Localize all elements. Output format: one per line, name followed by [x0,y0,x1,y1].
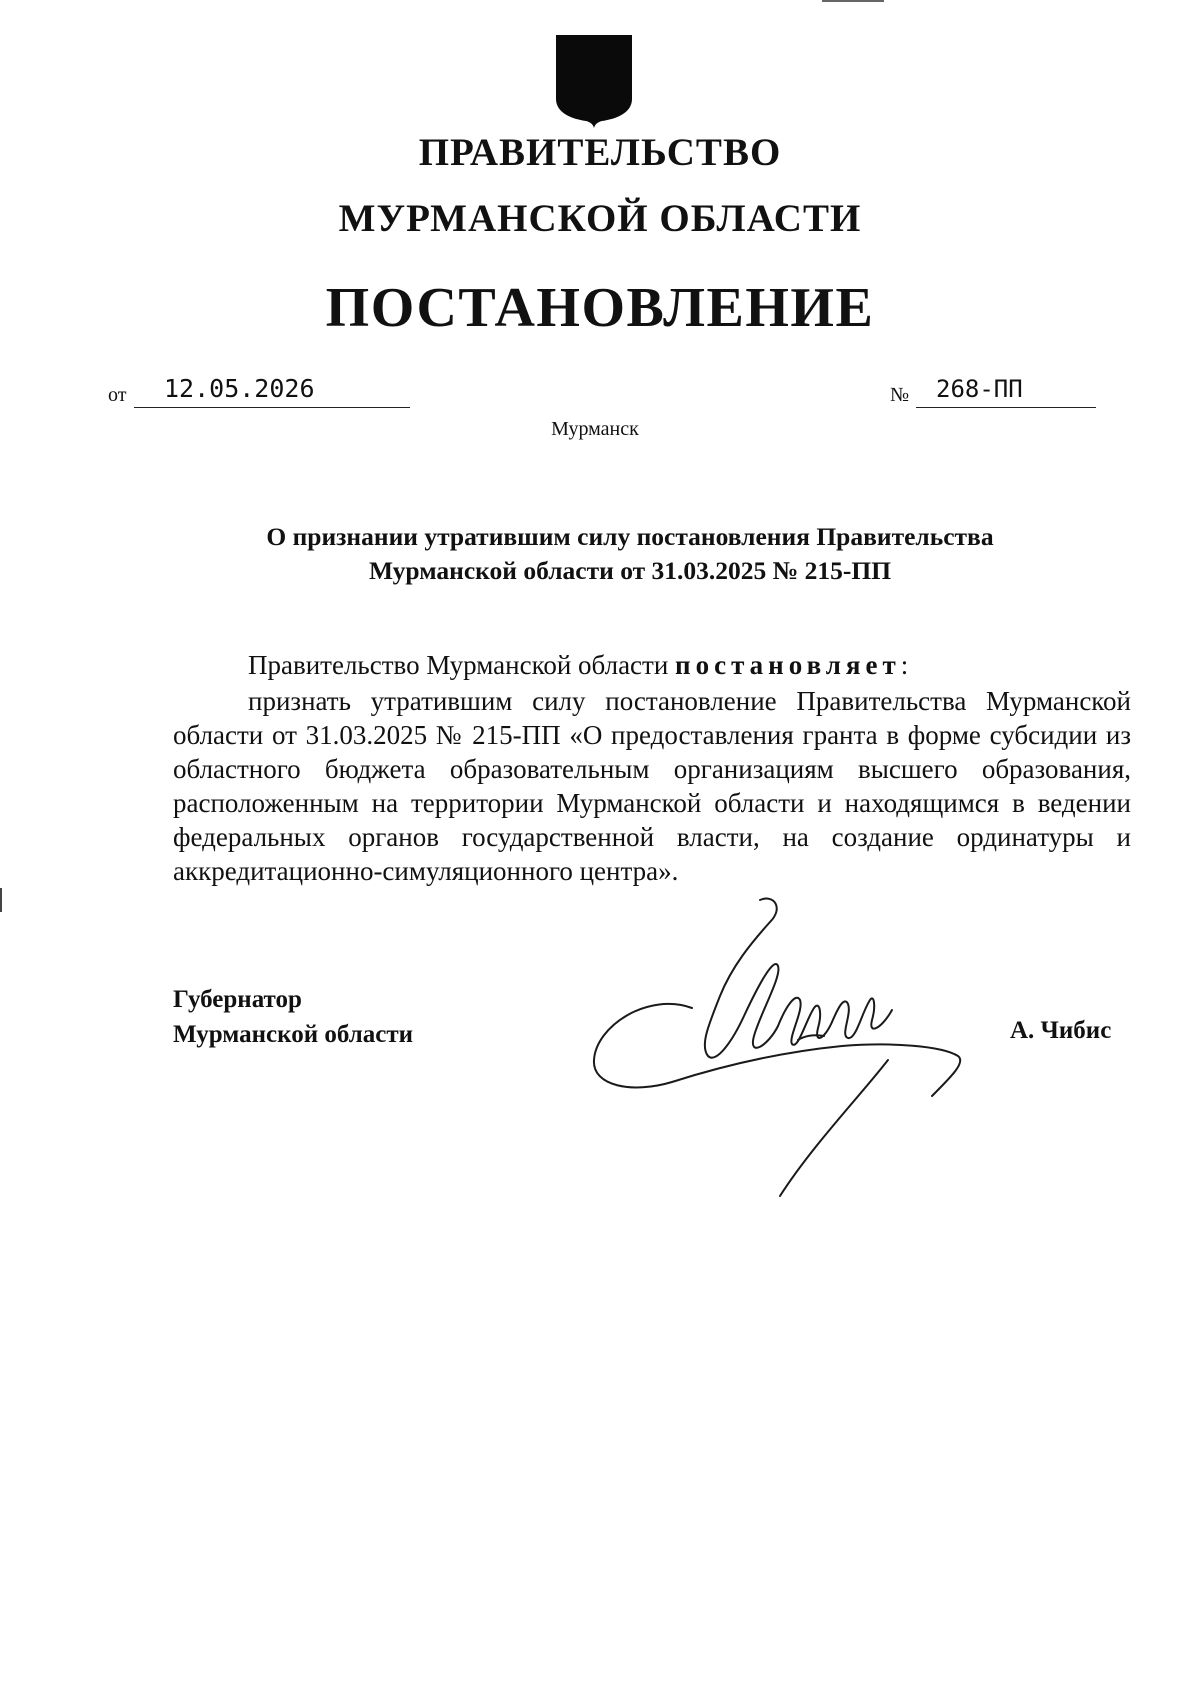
resolution-intro [248,648,908,682]
scan-edge-mark [822,0,884,2]
intro-colon: : [900,650,909,680]
resolution-paragraph: признать утратившим силу постановление Правительства Мурманской области от 31.03.2025 № 215-ПП «О предоставления гранта в форме субсидии из областного бюджета образовательным организациям высшего образования, расположенным на территории Мурманской области и находящимся в ведении федеральных органов государственной власти, на создание ординатуры и аккредитационно-симуляционного центра». [173,686,1131,886]
city-label: Мурманск [551,418,639,440]
document-title [180,520,1080,588]
intro-lead-text: Правительство Мурманской области [248,650,669,680]
coat-of-arms-icon [554,33,634,130]
number-prefix-label: № [890,384,910,406]
org-name-line-2: МУРМАНСКОЙ ОБЛАСТИ [338,197,862,240]
signatory-title [173,982,413,1052]
intro-verb: постановляет [675,650,901,680]
document-type-heading: ПОСТАНОВЛЕНИЕ [325,277,875,339]
document-title-line-1: О признании утратившим силу постановления Правительства [266,522,994,551]
signatory-name: А. Чибис [1010,1017,1112,1044]
date-value: 12.05.2026 [134,374,410,408]
org-name-line-1: ПРАВИТЕЛЬСТВО [418,131,782,174]
scan-edge-mark [0,888,2,912]
document-title-line-2: Мурманской области от 31.03.2025 № 215-ПП [368,556,892,585]
signatory-title-line-2: Мурманской области [173,1021,414,1048]
signatory-title-line-1: Губернатор [173,986,302,1013]
handwritten-signature-icon [592,896,972,1206]
document-number-value: 268-ПП [916,374,1096,408]
date-prefix-label: от [108,384,127,406]
